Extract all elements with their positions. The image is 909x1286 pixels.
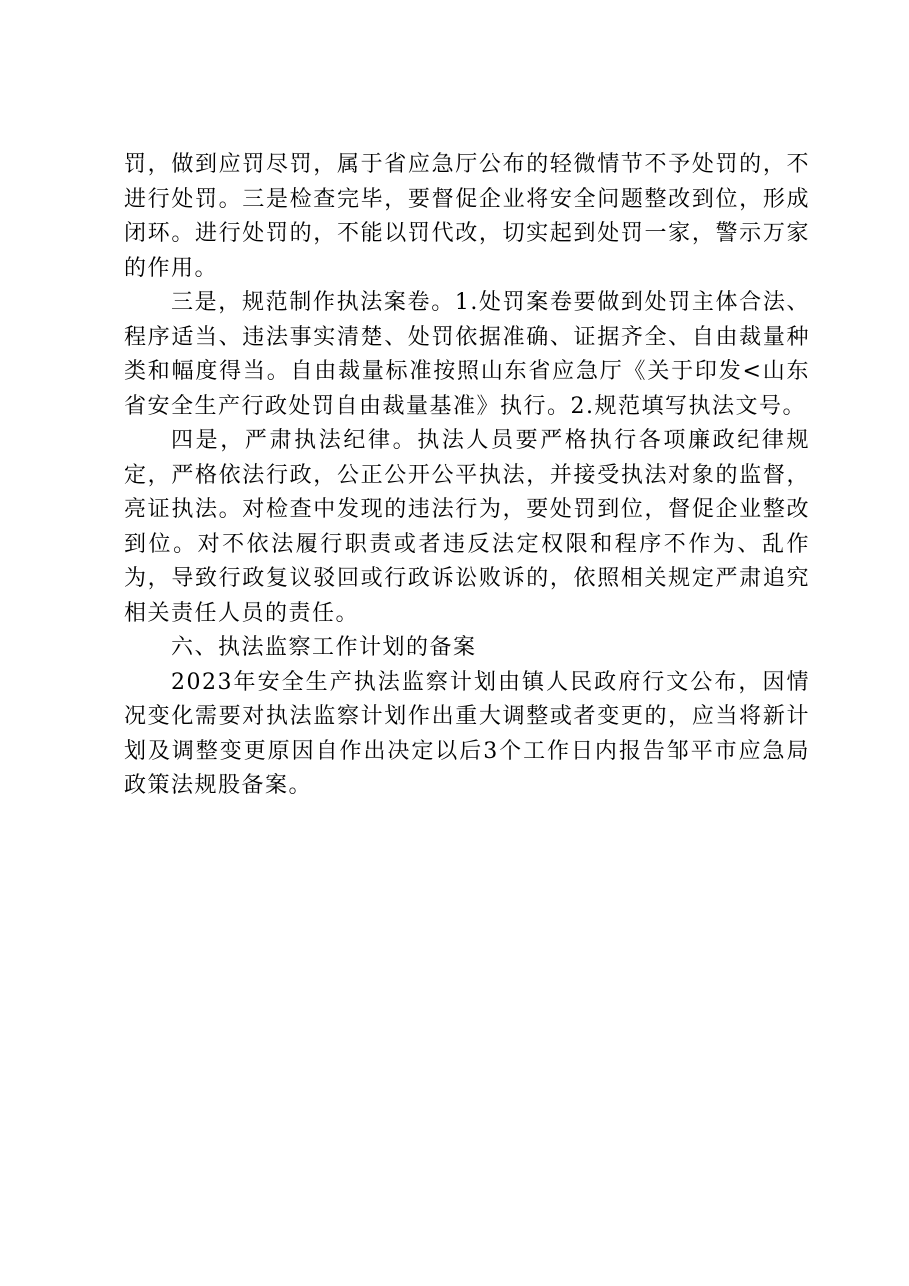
paragraph-plan-filing: 2023年安全生产执法监察计划由镇人民政府行文公布，因情况变化需要对执法监察计划作出重大调整或者变更的，应当将新计划及调整变更原因自作出决定以后3个工作日内报告邹平市应急局政策法规股备案。 (124, 669, 810, 798)
paragraph-penalty-closure: 罚，做到应罚尽罚，属于省应急厅公布的轻微情节不予处罚的，不进行处罚。三是检查完毕，要督促企业将安全问题整改到位，形成闭环。进行处罚的，不能以罚代改，切实起到处罚一家，警示万家的作用。 (124, 152, 810, 281)
paragraph-case-files: 三是，规范制作执法案卷。1.处罚案卷要做到处罚主体合法、程序适当、违法事实清楚、处罚依据准确、证据齐全、自由裁量种类和幅度得当。自由裁量标准按照山东省应急厅《关于印发<山东省安全生产行政处罚自由裁量基准》执行。2.规范填写执法文号。 (124, 290, 810, 419)
section-heading-plan-filing: 六、执法监察工作计划的备案 (171, 635, 477, 660)
document-body (124, 148, 810, 804)
paragraph-enforcement-discipline: 四是，严肃执法纪律。执法人员要严格执行各项廉政纪律规定，严格依法行政，公正公开公平执法，并接受执法对象的监督，亮证执法。对检查中发现的违法行为，要处罚到位，督促企业整改到位。对不依法履行职责或者违反法定权限和程序不作为、乱作为，导致行政复议驳回或行政诉讼败诉的，依照相关规定严肃追究相关责任人员的责任。 (124, 428, 810, 626)
